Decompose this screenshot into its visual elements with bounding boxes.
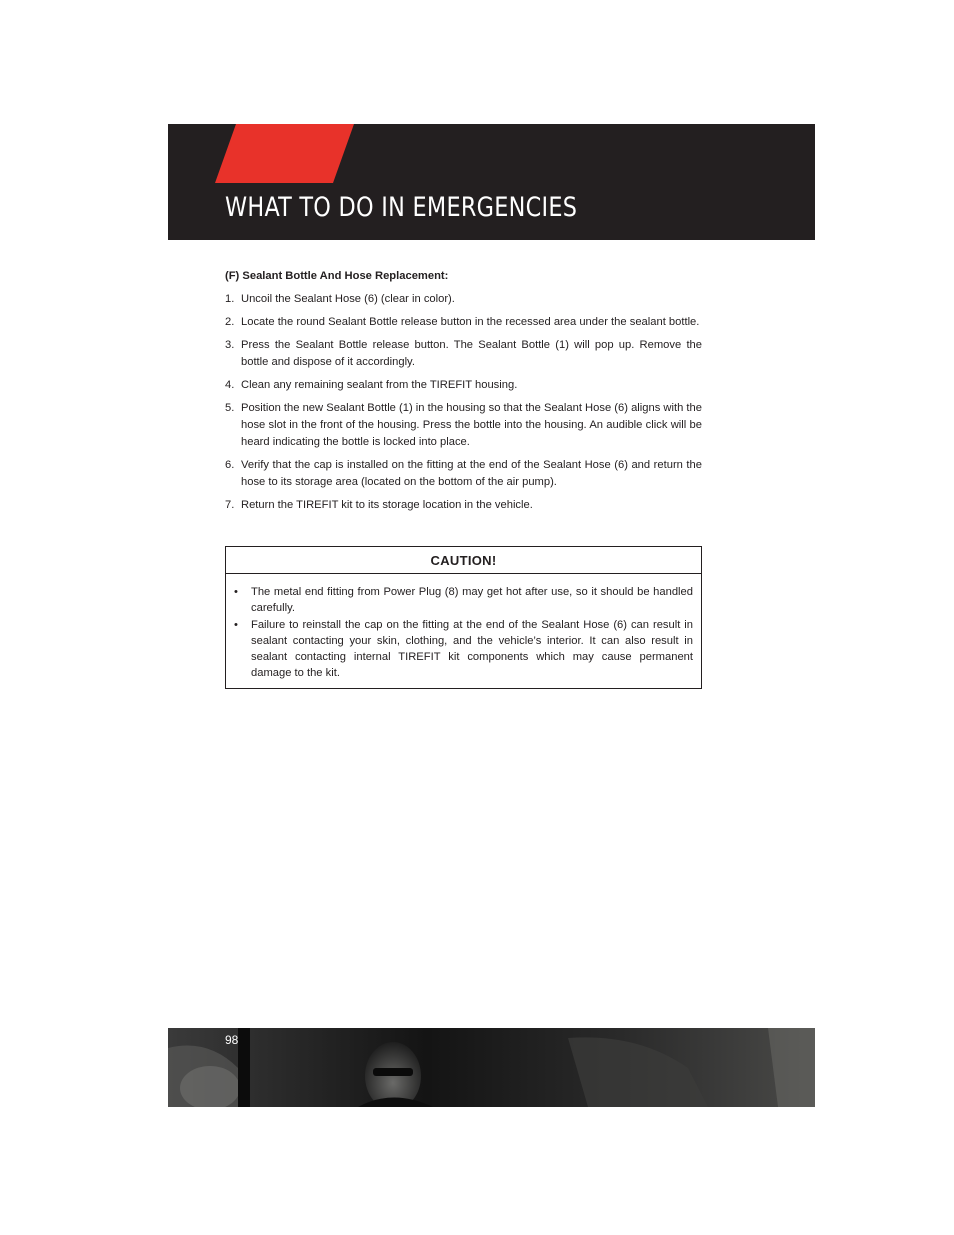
step-number: 5. (225, 402, 235, 414)
list-item (234, 584, 693, 617)
bullet-icon: • (234, 586, 238, 598)
step-number: 2. (225, 316, 235, 328)
step-number: 3. (225, 339, 235, 351)
step-number: 7. (225, 499, 235, 511)
chapter-title: WHAT TO DO IN EMERGENCIES (225, 192, 578, 223)
section-heading: (F) Sealant Bottle And Hose Replacement: (225, 270, 449, 282)
step-text: Clean any remaining sealant from the TIREFIT housing. (241, 379, 518, 391)
footer-photo-banner (168, 1028, 815, 1107)
list-item (225, 377, 702, 394)
page-number: 98 (225, 1033, 239, 1047)
list-item (225, 457, 702, 491)
list-item (234, 617, 693, 682)
chapter-header (168, 124, 815, 240)
section-content (225, 268, 702, 520)
bullet-icon: • (234, 618, 238, 631)
caution-title: CAUTION! (226, 547, 701, 574)
caution-text: The metal end fitting from Power Plug (8) may get hot after use, so it should be handled carefully. (251, 586, 693, 615)
step-text: Locate the round Sealant Bottle release button in the recessed area under the sealant bottle. (241, 316, 700, 328)
footer-photo-image (168, 1028, 815, 1107)
list-item (225, 400, 702, 451)
step-number: 4. (225, 379, 235, 391)
step-text: Press the Sealant Bottle release button. The Sealant Bottle (1) will pop up. Remove the bottle and dispose of it accordingly. (241, 339, 702, 368)
steps-list (225, 291, 702, 514)
caution-list (226, 574, 701, 682)
list-item (225, 291, 702, 308)
caution-text: Failure to reinstall the cap on the fitting at the end of the Sealant Hose (6) can result in sealant contacting your skin, clothing, and the vehicle’s interior. It can also result in sealant contacting internal TIREFIT kit components which may cause permanent damage to the kit. (251, 618, 693, 680)
step-number: 1. (225, 293, 235, 305)
list-item (225, 314, 702, 331)
step-text: Uncoil the Sealant Hose (6) (clear in color). (241, 293, 455, 305)
caution-box (225, 546, 702, 689)
list-item (225, 337, 702, 371)
step-text: Position the new Sealant Bottle (1) in the housing so that the Sealant Hose (6) aligns with the hose slot in the front of the housing. Press the bottle into the housing. An audible click will be heard indicating the bottle is locked into place. (241, 402, 702, 448)
step-text: Return the TIREFIT kit to its storage location in the vehicle. (241, 499, 533, 511)
step-number: 6. (225, 459, 235, 471)
step-text: Verify that the cap is installed on the fitting at the end of the Sealant Hose (6) and return the hose to its storage area (located on the bottom of the air pump). (241, 459, 702, 488)
list-item (225, 497, 702, 514)
brand-stripes-icon (168, 124, 368, 184)
